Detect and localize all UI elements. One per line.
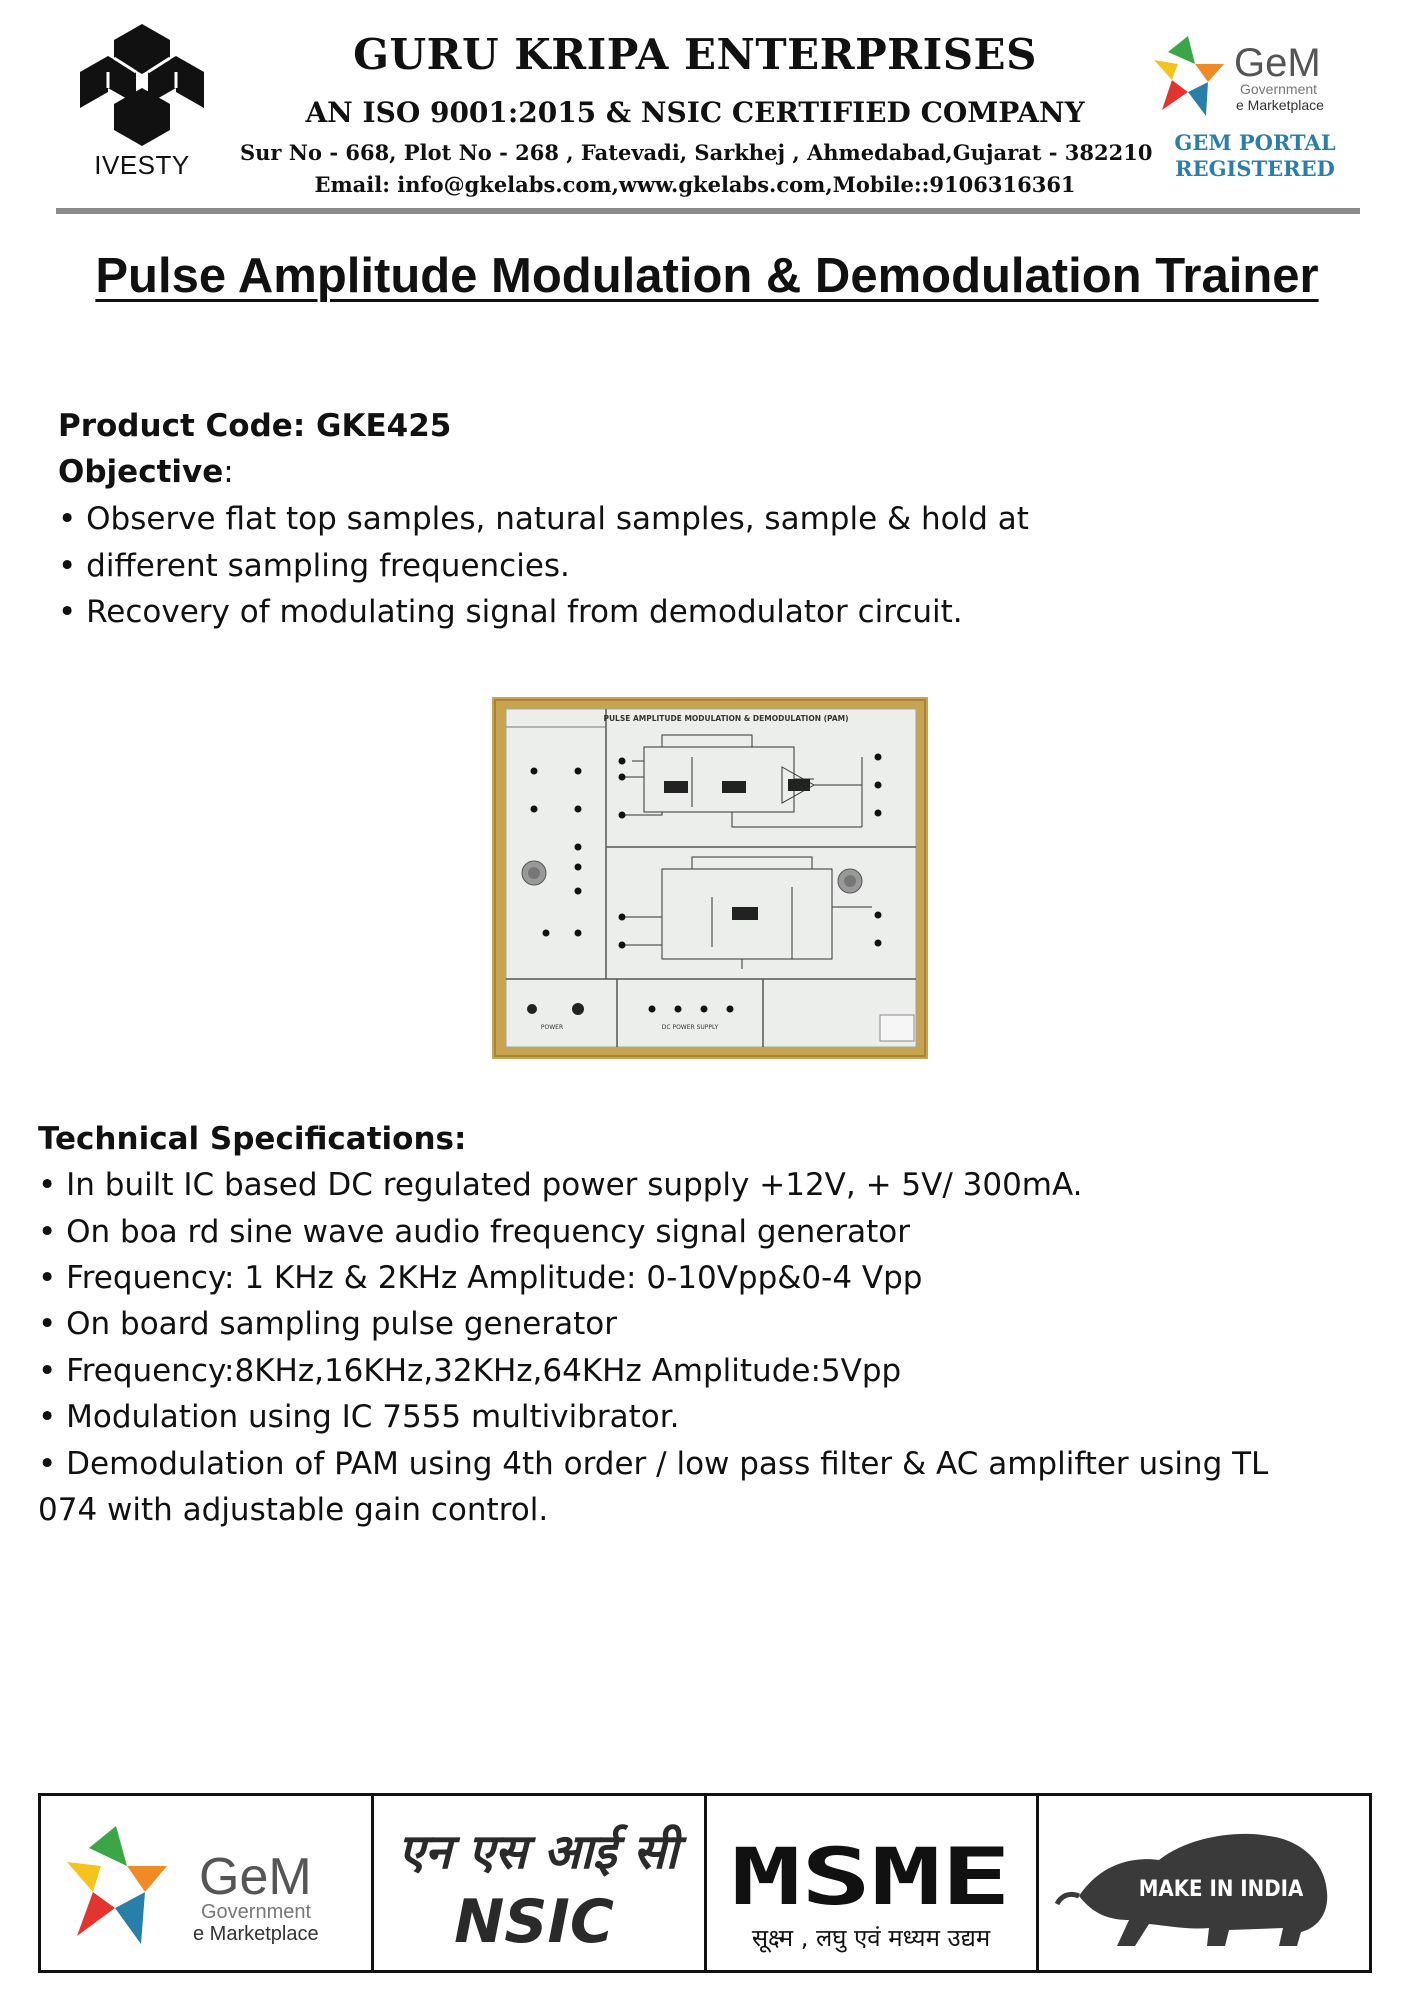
gem-footer-line1: Government [201,1901,312,1923]
company-address: Sur No - 668, Plot No - 268 , Fatevadi, Sarkhej , Ahmedabad,Gujarat - 382210 [240,140,1153,165]
ivesty-cube-icon [72,18,212,148]
trainer-board-illustration [492,697,928,1059]
footer-make-in-india-logo [1039,1796,1369,1970]
objective-label: Objective [58,454,224,490]
spec-item: • Modulation using IC 7555 multivibrator. [38,1399,680,1435]
header-divider [56,208,1360,214]
product-code: Product Code: GKE425 [58,408,452,444]
company-name: GURU KRIPA ENTERPRISES [353,30,1037,79]
gem-star-footer-icon [41,1796,371,1970]
trainer-power-label: POWER [540,1024,564,1031]
lion-icon [1039,1796,1369,1970]
spec-item: • In built IC based DC regulated power supply +12V, + 5V/ 300mA. [38,1167,1083,1203]
spec-item: • On boa rd sine wave audio frequency signal generator [38,1214,910,1250]
gem-logo-header [1148,30,1348,126]
spec-item: • Frequency: 1 KHz & 2KHz Amplitude: 0-10Vpp&0-4 Vpp [38,1260,923,1296]
nsic-hindi-text: एन एस आई सी [397,1824,678,1880]
objective-heading [58,454,234,490]
gem-footer-line2: e Marketplace [193,1923,319,1945]
nsic-text: NSIC [453,1887,614,1957]
trainer-supply-label: DC POWER SUPPLY [661,1024,719,1031]
gem-registered [1160,130,1350,182]
spec-item: • Frequency:8KHz,16KHz,32KHz,64KHz Amplitude:5Vpp [38,1353,902,1389]
gem-registered-line1: GEM PORTAL [1174,130,1336,155]
spec-item: 074 with adjustable gain control. [38,1492,549,1528]
gem-footer-name: GeM [199,1848,312,1906]
objective-colon: : [223,454,234,490]
msme-hindi-text: सूक्ष्म , लघु एवं मध्यम उद्यम [751,1924,990,1952]
spec-item: • On board sampling pulse generator [38,1306,617,1342]
ivesty-logo-text: IVESTY [94,150,190,180]
certification-line: AN ISO 9001:2015 & NSIC CERTIFIED COMPANY [305,96,1085,129]
page-title-wrap [0,248,1414,304]
footer-nsic-logo [374,1796,707,1970]
company-contact: Email: info@gkelabs.com,www.gkelabs.com,Mobile::9106316361 [314,172,1076,197]
footer-logos [38,1793,1372,1973]
footer-msme-logo [707,1796,1040,1970]
msme-text: MSME [730,1833,1011,1923]
msme-logo-icon [707,1796,1037,1970]
objective-item: • Recovery of modulating signal from demodulator circuit. [58,594,963,630]
ivesty-logo [72,18,212,188]
objective-item: • different sampling frequencies. [58,548,570,584]
footer-gem-logo [41,1796,374,1970]
objective-item: • Observe flat top samples, natural samples, sample & hold at [58,501,1029,537]
gem-header-name: GeM [1234,41,1321,85]
gem-star-icon [1148,30,1348,126]
specs-heading: Technical Specifications: [38,1121,467,1157]
gem-header-line2: e Marketplace [1236,97,1324,113]
trainer-image [492,697,928,1059]
nsic-logo-icon [374,1796,704,1970]
trainer-panel-heading: PULSE AMPLITUDE MODULATION & DEMODULATION (PAM) [603,714,849,723]
gem-header-line1: Government [1240,81,1318,97]
make-in-india-text: MAKE IN INDIA [1138,1877,1304,1902]
gem-registered-line2: REGISTERED [1175,156,1335,181]
page-title: Pulse Amplitude Modulation & Demodulation Trainer [95,249,1319,303]
spec-item: • Demodulation of PAM using 4th order / low pass filter & AC amplifter using TL [38,1446,1269,1482]
